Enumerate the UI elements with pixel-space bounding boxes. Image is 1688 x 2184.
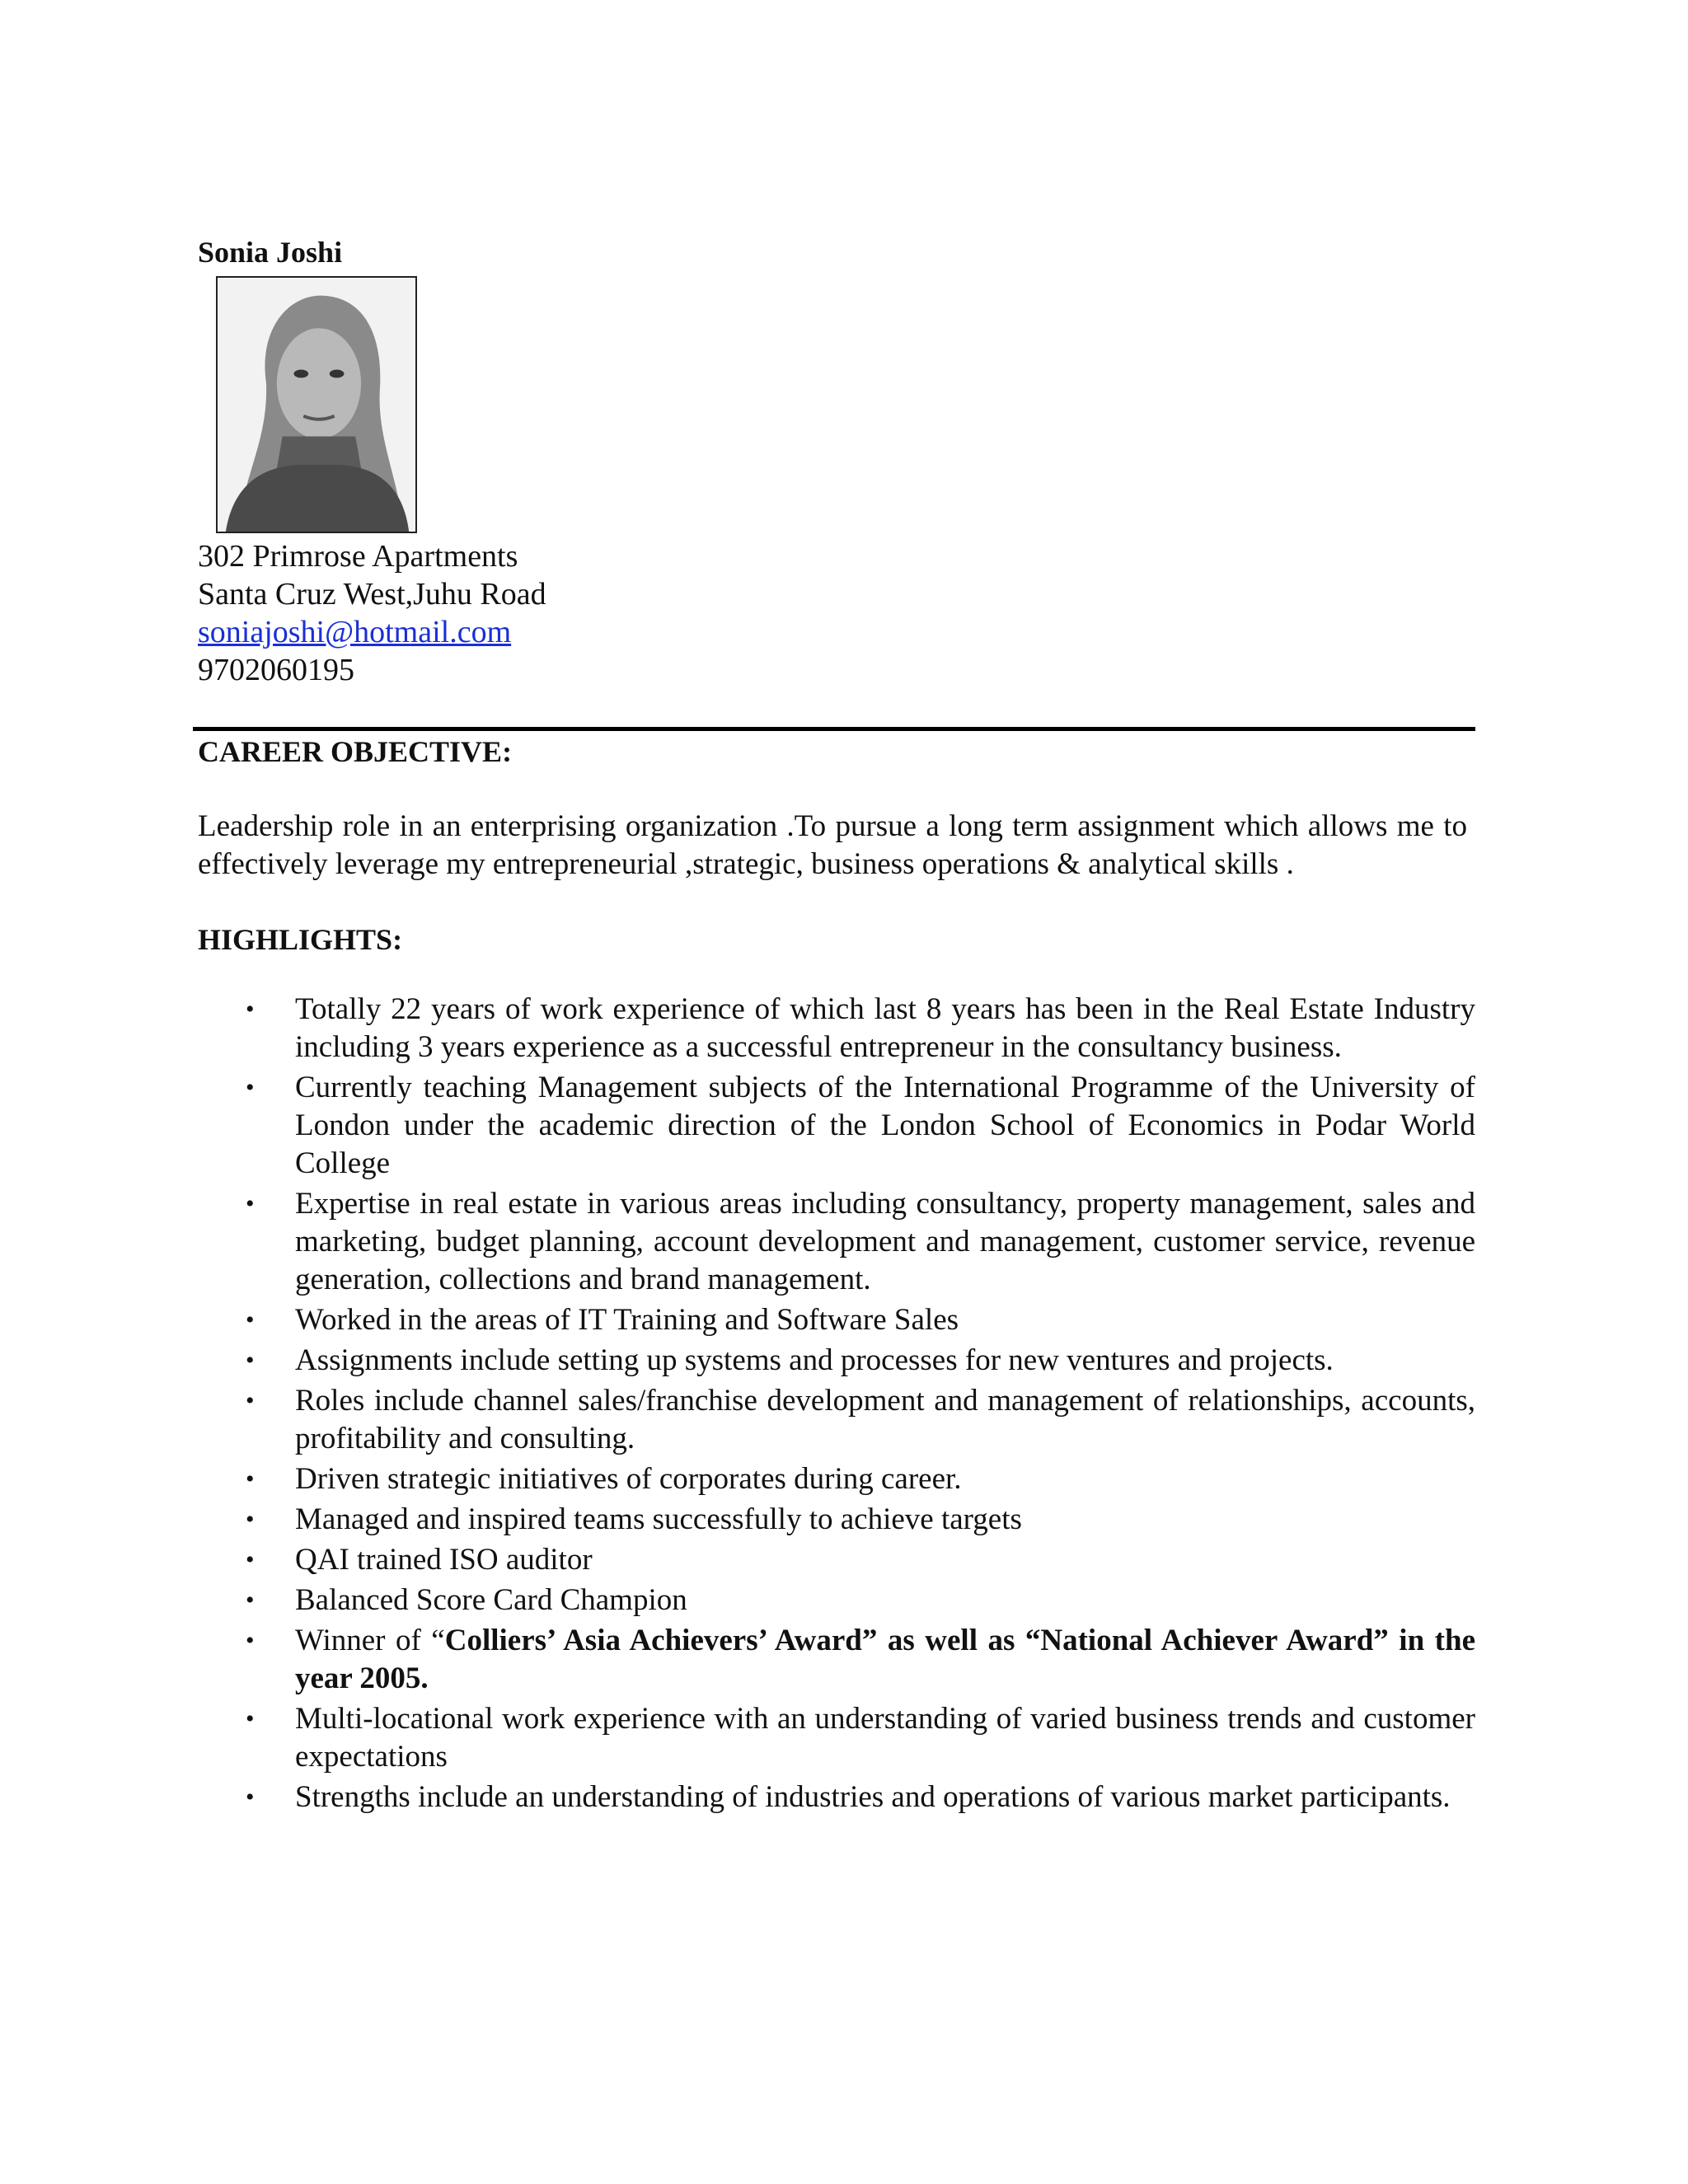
award-prefix: Winner of “ bbox=[295, 1624, 445, 1657]
list-item: • QAI trained ISO auditor bbox=[198, 1541, 1475, 1579]
bullet-icon: • bbox=[246, 1506, 255, 1533]
bullet-icon: • bbox=[246, 1586, 255, 1614]
list-item: • Worked in the areas of IT Training and Software Sales bbox=[198, 1301, 1475, 1339]
list-item: • Multi-locational work experience with an understanding of varied business trends and customer expectations bbox=[246, 1702, 1475, 1774]
career-objective-text: Leadership role in an enterprising organization .To pursue a long term assignment which allows me to effectively leverage my entrepreneurial ,strategic, business operations & analytical skills . bbox=[198, 809, 1467, 881]
list-item: • Driven strategic initiatives of corporates during career. bbox=[198, 1460, 1475, 1498]
list-item: • Totally 22 years of work experience of which last 8 years has been in the Real Estate Industry including 3 years experience as a successful entrepreneur in the consultancy business. bbox=[246, 992, 1475, 1064]
bullet-icon: • bbox=[246, 1627, 255, 1654]
bullet-icon: • bbox=[246, 1465, 255, 1493]
list-item: • Balanced Score Card Champion bbox=[198, 1582, 1475, 1619]
career-objective-heading: CAREER OBJECTIVE: bbox=[198, 735, 513, 768]
list-item: • Expertise in real estate in various areas including consultancy, property management, sales and marketing, budget planning, account development and management, customer service, revenue generation, collections and brand management. bbox=[246, 1187, 1475, 1296]
address-line-2: Santa Cruz West,Juhu Road bbox=[198, 577, 546, 612]
email-link[interactable]: soniajoshi@hotmail.com bbox=[198, 615, 512, 649]
list-item: • Managed and inspired teams successfully to achieve targets bbox=[198, 1501, 1475, 1539]
address-line-1: 302 Primrose Apartments bbox=[198, 539, 518, 574]
phone-number: 9702060195 bbox=[198, 653, 354, 687]
profile-photo bbox=[216, 276, 417, 533]
contact-block bbox=[198, 537, 546, 689]
bullet-icon: • bbox=[246, 1783, 255, 1811]
highlights-heading: HIGHLIGHTS: bbox=[198, 923, 403, 956]
bullet-icon: • bbox=[246, 1387, 255, 1414]
award-item bbox=[198, 1622, 1475, 1698]
candidate-name: Sonia Joshi bbox=[198, 236, 343, 269]
list-item: • Roles include channel sales/franchise development and management of relationships, accounts, profitability and consulting. bbox=[246, 1384, 1475, 1455]
list-item: • Currently teaching Management subjects of the International Programme of the University of London under the academic direction of the London School of Economics in Podar World College bbox=[246, 1071, 1475, 1180]
bullet-icon: • bbox=[246, 1705, 255, 1732]
bullet-icon: • bbox=[246, 996, 255, 1023]
section-divider bbox=[193, 727, 1475, 731]
bullet-icon: • bbox=[246, 1074, 255, 1101]
award-text: Colliers’ Asia Achievers’ Award” as well as “National Achiever Award” in the year 2005. bbox=[295, 1624, 1475, 1695]
bullet-icon: • bbox=[246, 1306, 255, 1333]
bullet-icon: • bbox=[246, 1546, 255, 1573]
highlights-list bbox=[198, 991, 1475, 1819]
bullet-icon: • bbox=[246, 1190, 255, 1217]
list-item: • Strengths include an understanding of industries and operations of various market participants. bbox=[198, 1779, 1475, 1816]
bullet-icon: • bbox=[246, 1347, 255, 1374]
list-item: • Assignments include setting up systems and processes for new ventures and projects. bbox=[198, 1342, 1475, 1380]
portrait-image bbox=[218, 278, 415, 532]
